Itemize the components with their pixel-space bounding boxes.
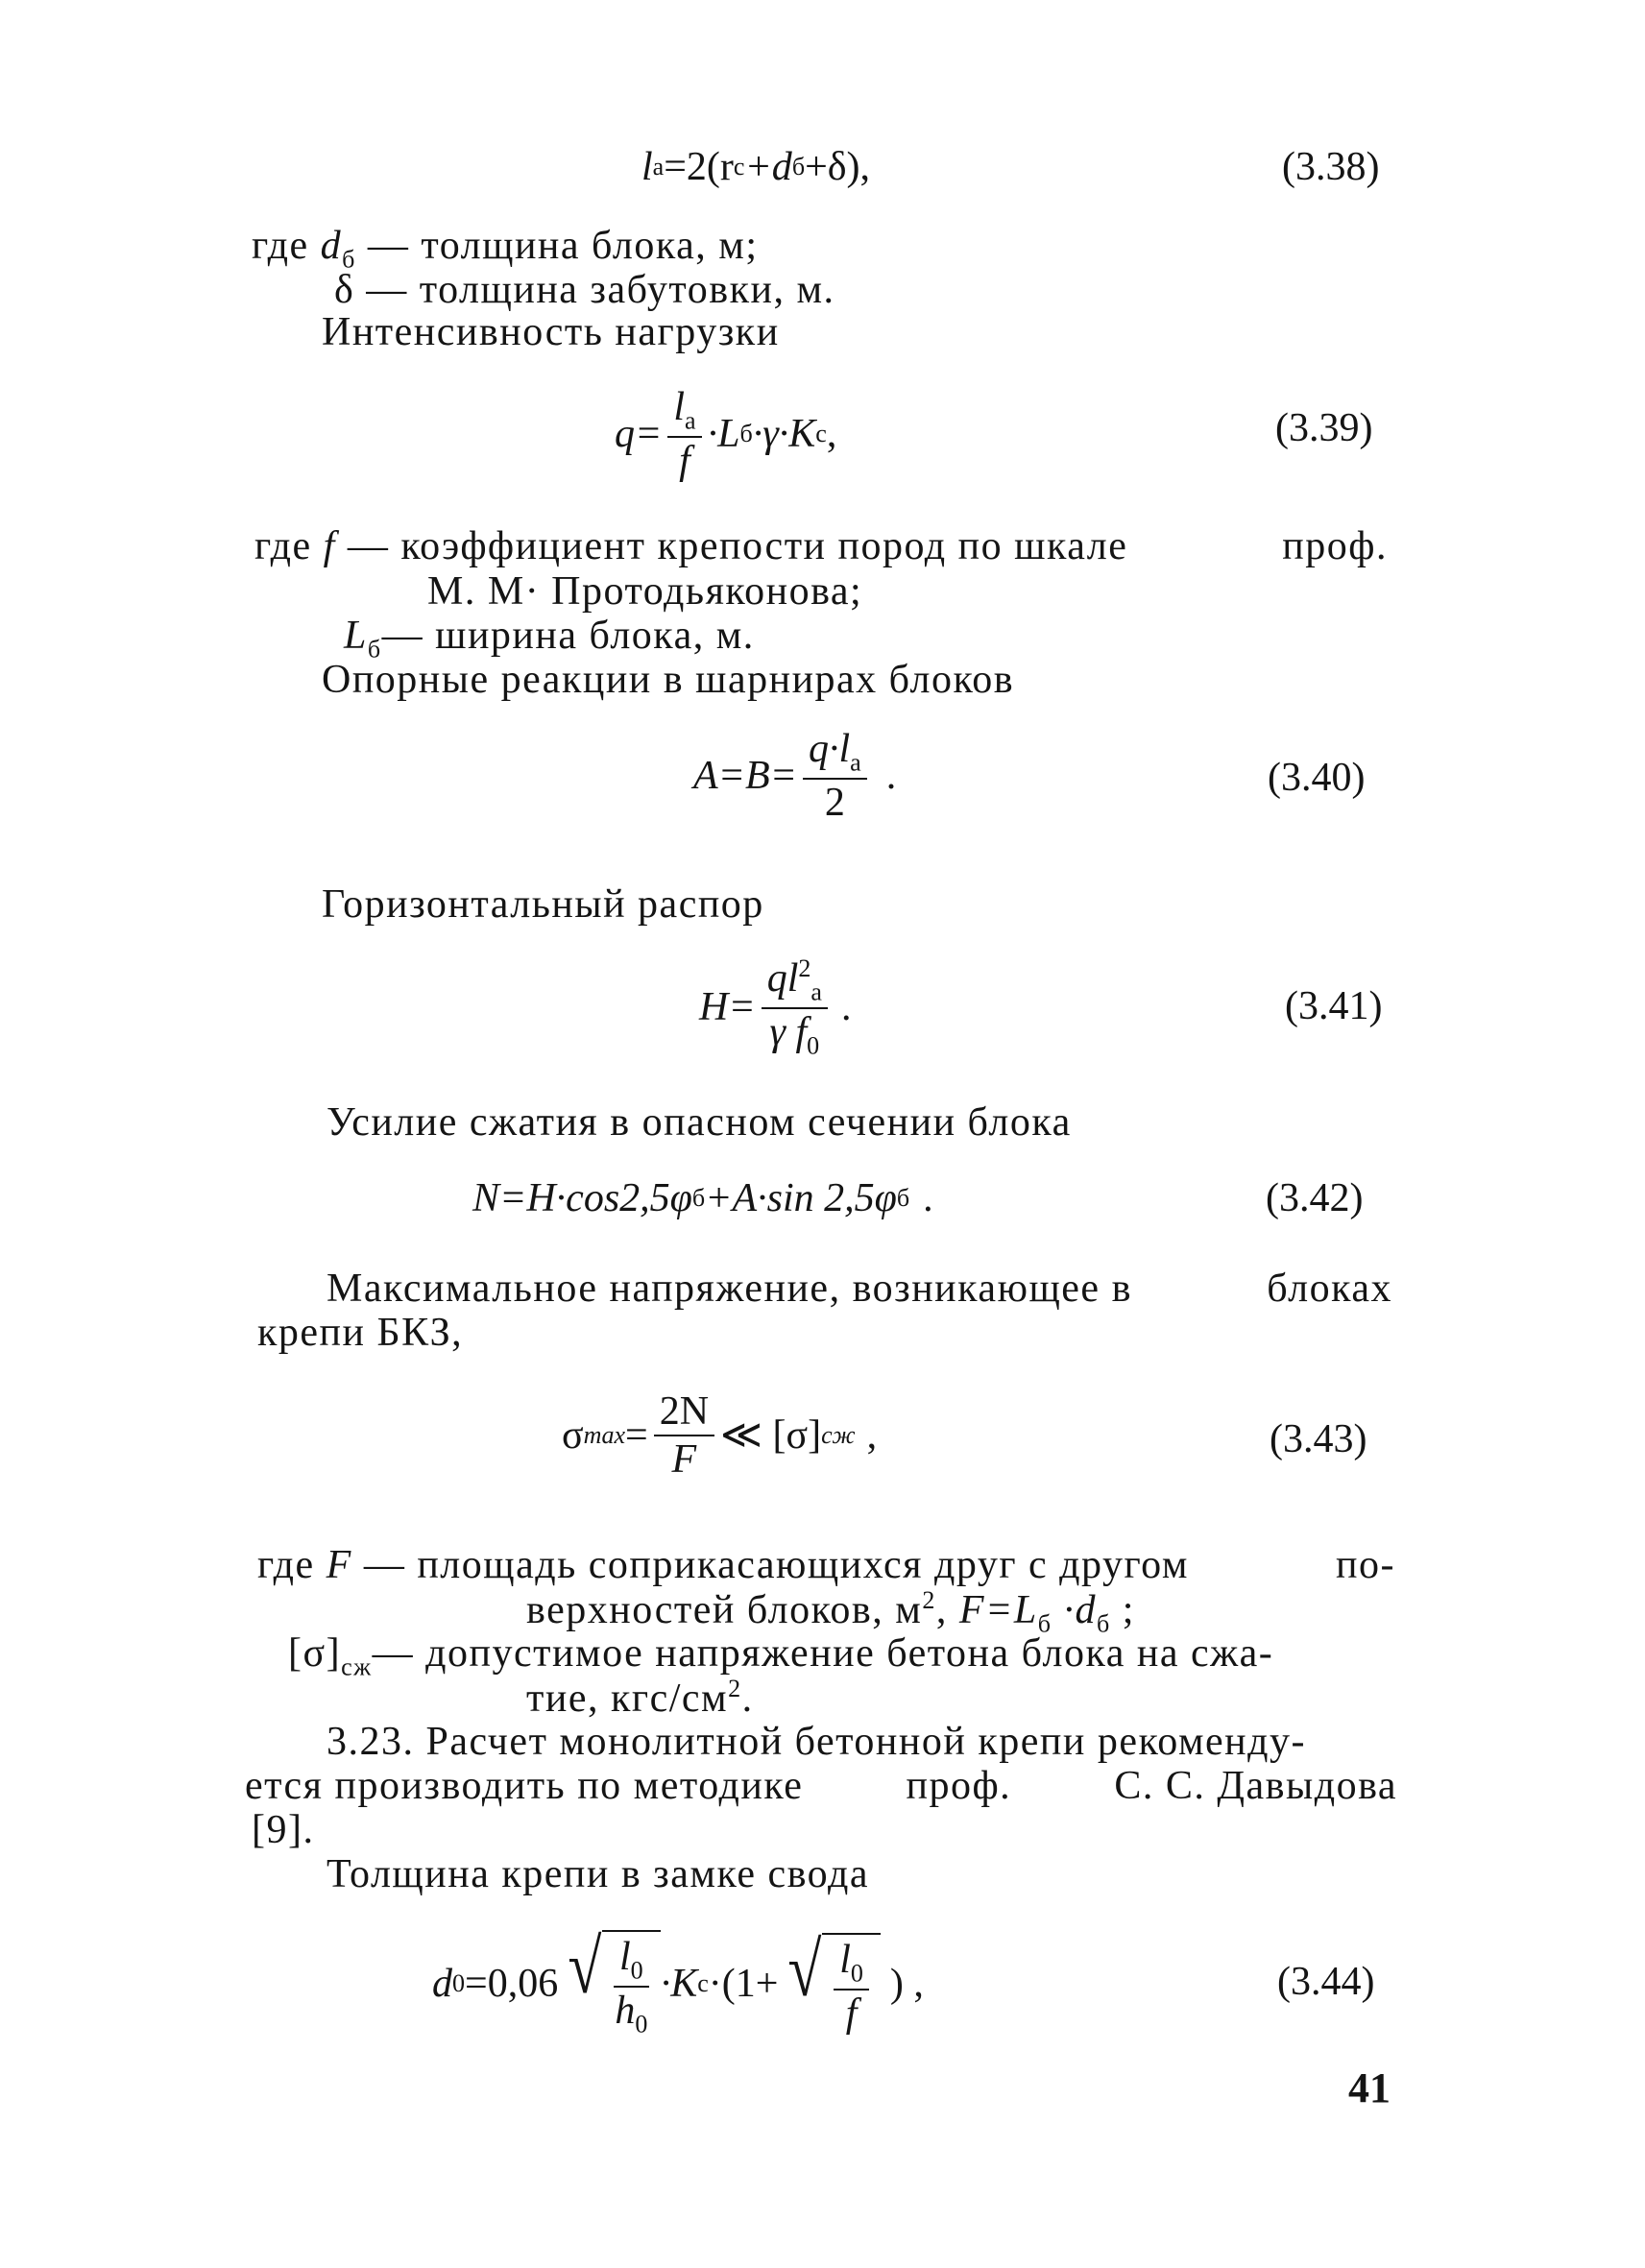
equation-3-39: q= $\frac{l_a}{f}$ ·L б ·γ·K c ,	[615, 385, 837, 483]
equation-number: (3.38)	[1282, 145, 1380, 189]
definition-line: тие, кгс/$см^2$.	[526, 1675, 754, 1721]
definition-line: $[\sigma]_{сж}—$ допустимое напряжение бетона блока на сжа-	[288, 1631, 1274, 1681]
definition-line: где f — коэффициент крепости пород по шкале проф.	[254, 524, 1388, 568]
definition-line: где $d_б$ — толщина блока, м;	[252, 224, 759, 274]
definition-line: где F — площадь соприкасающихся друг с другом по-	[257, 1543, 1395, 1587]
square-root: √ $\frac{l_0}{f}$	[784, 1933, 880, 2035]
fraction: $\frac{2N}{F}$	[654, 1390, 714, 1481]
paragraph: Интенсивность нагрузки	[322, 310, 780, 354]
equation-number: (3.40)	[1268, 756, 1366, 800]
equation-3-38: l a =2(r c +d б +δ),	[641, 145, 871, 189]
paragraph: 3.23. Расчет монолитной бетонной крепи рекоменду-	[327, 1720, 1307, 1764]
paragraph: Максимальное напряжение, возникающее в блоках	[327, 1267, 1392, 1311]
page-number: 41	[1348, 2064, 1391, 2111]
equation-3-44: d 0 =0,06 √ $\frac{l_0}{h_0}$ ·K c ·(1+ √ $\frac{l_0}{f}$ ) ,	[432, 1925, 924, 2039]
equation-number: (3.42)	[1266, 1176, 1364, 1220]
definition-line: верхностей блоков, $м^2$, $F=L_б \cdot d_б$ ;	[526, 1586, 1135, 1638]
paragraph: Усилие сжатия в опасном сечении блока	[327, 1100, 1072, 1145]
paragraph: крепи БКЗ,	[257, 1311, 464, 1355]
equation-3-42: N=H·cos2,5φ б +A·sin 2,5φ б .	[472, 1176, 933, 1220]
definition-line: М. М· Протодьяконова;	[427, 569, 863, 614]
fraction: $\frac{ql^2_a}{\gamma f_0}$	[762, 955, 828, 1058]
fraction: $\frac{l_0}{f}$	[834, 1939, 869, 2035]
definition-line: δ — толщина забутовки, м.	[334, 268, 835, 312]
paragraph: [9].	[252, 1808, 315, 1852]
paragraph: ется производить по методике проф. С. С. Давыдова	[245, 1764, 1397, 1808]
equation-number: (3.39)	[1275, 406, 1373, 450]
fraction: $\frac{l_0}{h_0}$	[615, 1935, 648, 2039]
fraction: $\frac{q\cdot l_a}{2}$	[803, 728, 867, 824]
equation-3-41: H= $\frac{ql^2_a}{\gamma f_0}$ .	[699, 954, 852, 1060]
paragraph: Опорные реакции в шарнирах блоков	[322, 658, 1015, 702]
fraction: $\frac{l_a}{f}$	[667, 386, 701, 482]
equation-3-43: σ max = $\frac{2N}{F}$ ≪ [σ] сж ,	[562, 1389, 878, 1483]
equation-number: (3.44)	[1277, 1960, 1375, 2004]
paragraph: Горизонтальный распор	[322, 882, 764, 927]
paragraph: Толщина крепи в замке свода	[327, 1852, 869, 1896]
equation-number: (3.43)	[1270, 1417, 1367, 1461]
equation-number: (3.41)	[1285, 984, 1383, 1028]
square-root: √ $\frac{l_0}{h_0}$	[564, 1930, 660, 2037]
equation-3-40: A=B= $\frac{q\cdot l_a}{2}$ .	[693, 727, 897, 825]
definition-line: $L_б—$ ширина блока, м.	[344, 614, 755, 664]
